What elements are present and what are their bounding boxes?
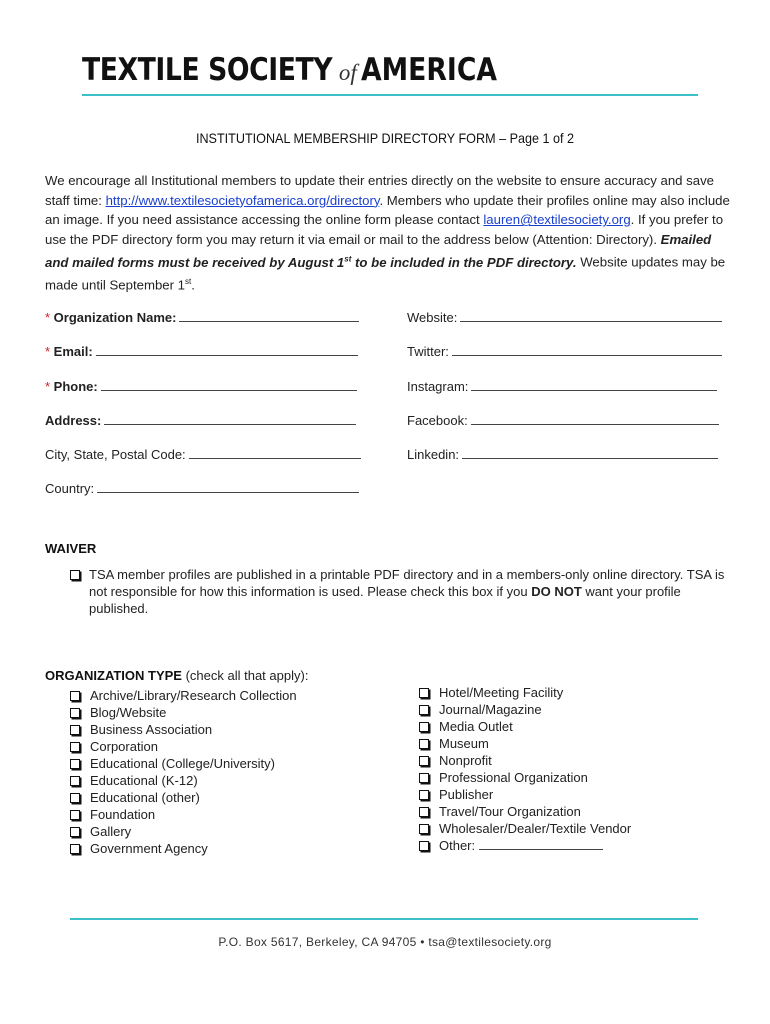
checkbox[interactable]: [419, 824, 429, 834]
waiver-checkbox[interactable]: [70, 570, 80, 580]
logo-main-text: TEXTILE SOCIETY: [82, 52, 333, 88]
contact-email-link[interactable]: lauren@textilesociety.org: [483, 212, 631, 228]
checkbox[interactable]: [70, 810, 80, 820]
logo-tail-text: AMERICA: [360, 52, 497, 88]
checkbox[interactable]: [419, 688, 429, 698]
facebook-field[interactable]: Facebook:: [407, 413, 719, 428]
checkbox[interactable]: [419, 739, 429, 749]
other-input-line[interactable]: [479, 838, 603, 850]
city-state-postal-field[interactable]: City, State, Postal Code:: [45, 447, 361, 462]
checkbox[interactable]: [419, 773, 429, 783]
website-field[interactable]: Website:: [407, 310, 722, 325]
org-type-option[interactable]: Wholesaler/Dealer/Textile Vendor: [419, 820, 631, 837]
checkbox[interactable]: [70, 691, 80, 701]
checkbox[interactable]: [419, 790, 429, 800]
checkbox[interactable]: [70, 776, 80, 786]
waiver-heading: WAIVER: [45, 541, 97, 556]
checkbox[interactable]: [70, 742, 80, 752]
org-type-option[interactable]: Nonprofit: [419, 752, 631, 769]
org-type-option[interactable]: Educational (other): [70, 789, 297, 806]
org-type-option[interactable]: Archive/Library/Research Collection: [70, 687, 297, 704]
org-type-list-left: [70, 687, 297, 857]
checkbox[interactable]: [70, 827, 80, 837]
org-type-option[interactable]: Professional Organization: [419, 769, 631, 786]
org-type-option[interactable]: Educational (K-12): [70, 772, 297, 789]
org-type-option[interactable]: Museum: [419, 735, 631, 752]
waiver-item: [70, 566, 730, 617]
form-title: INSTITUTIONAL MEMBERSHIP DIRECTORY FORM – Page 1 of 2: [195, 130, 575, 146]
org-type-heading: ORGANIZATION TYPE (check all that apply):: [45, 668, 309, 683]
checkbox[interactable]: [419, 841, 429, 851]
org-type-option[interactable]: Gallery: [70, 823, 297, 840]
org-type-option[interactable]: Travel/Tour Organization: [419, 803, 631, 820]
org-type-option-other[interactable]: Other:: [419, 837, 631, 854]
org-type-list-right: [419, 684, 631, 854]
checkbox[interactable]: [419, 722, 429, 732]
footer-address: P.O. Box 5617, Berkeley, CA 94705 • tsa@textilesociety.org: [218, 935, 552, 949]
org-type-option[interactable]: Business Association: [70, 721, 297, 738]
checkbox[interactable]: [70, 725, 80, 735]
org-type-option[interactable]: Hotel/Meeting Facility: [419, 684, 631, 701]
twitter-field[interactable]: Twitter:: [407, 344, 722, 359]
header-divider: [82, 94, 698, 96]
intro-paragraph: We encourage all Institutional members to update their entries directly on the website to ensure accuracy and save staff time: http://www.textilesocietyofamerica.org/directory. Members who update their profiles online may also include an image. If you need assistance accessing the online form please contact lauren@textilesociety.org. If you prefer to use the PDF directory form you may return it via email or mail to the address below (Attention: Directory). Emailed and mailed forms must be received by August 1st to be included in the PDF directory. Website updates may be made until September 1st.: [45, 173, 730, 293]
checkbox[interactable]: [419, 705, 429, 715]
checkbox[interactable]: [419, 756, 429, 766]
footer-divider: [70, 918, 698, 920]
org-type-option[interactable]: Government Agency: [70, 840, 297, 857]
email-field[interactable]: * Email:: [45, 344, 358, 359]
org-type-option[interactable]: Publisher: [419, 786, 631, 803]
checkbox[interactable]: [70, 708, 80, 718]
org-type-option[interactable]: Blog/Website: [70, 704, 297, 721]
linkedin-field[interactable]: Linkedin:: [407, 447, 718, 462]
org-type-option[interactable]: Educational (College/University): [70, 755, 297, 772]
tsa-logo: [82, 52, 519, 88]
org-type-option[interactable]: Journal/Magazine: [419, 701, 631, 718]
org-name-field[interactable]: * Organization Name:: [45, 310, 359, 325]
checkbox[interactable]: [70, 793, 80, 803]
phone-field[interactable]: * Phone:: [45, 379, 357, 394]
logo-of-text: of: [338, 60, 357, 85]
org-type-option[interactable]: Foundation: [70, 806, 297, 823]
country-field[interactable]: Country:: [45, 481, 359, 496]
checkbox[interactable]: [70, 844, 80, 854]
address-field[interactable]: Address:: [45, 413, 356, 428]
checkbox[interactable]: [419, 807, 429, 817]
deadline-notice: Emailed and mailed forms must be received by August 1st to be included in the PDF directory.: [45, 231, 712, 270]
directory-link[interactable]: http://www.textilesocietyofamerica.org/directory: [105, 192, 380, 208]
checkbox[interactable]: [70, 759, 80, 769]
org-type-option[interactable]: Corporation: [70, 738, 297, 755]
instagram-field[interactable]: Instagram:: [407, 379, 717, 394]
waiver-text: TSA member profiles are published in a printable PDF directory and in a members-only online directory. TSA is not responsible for how this information is used. Please check this box if you DO NOT want your profile published.: [89, 567, 725, 616]
org-type-option[interactable]: Media Outlet: [419, 718, 631, 735]
